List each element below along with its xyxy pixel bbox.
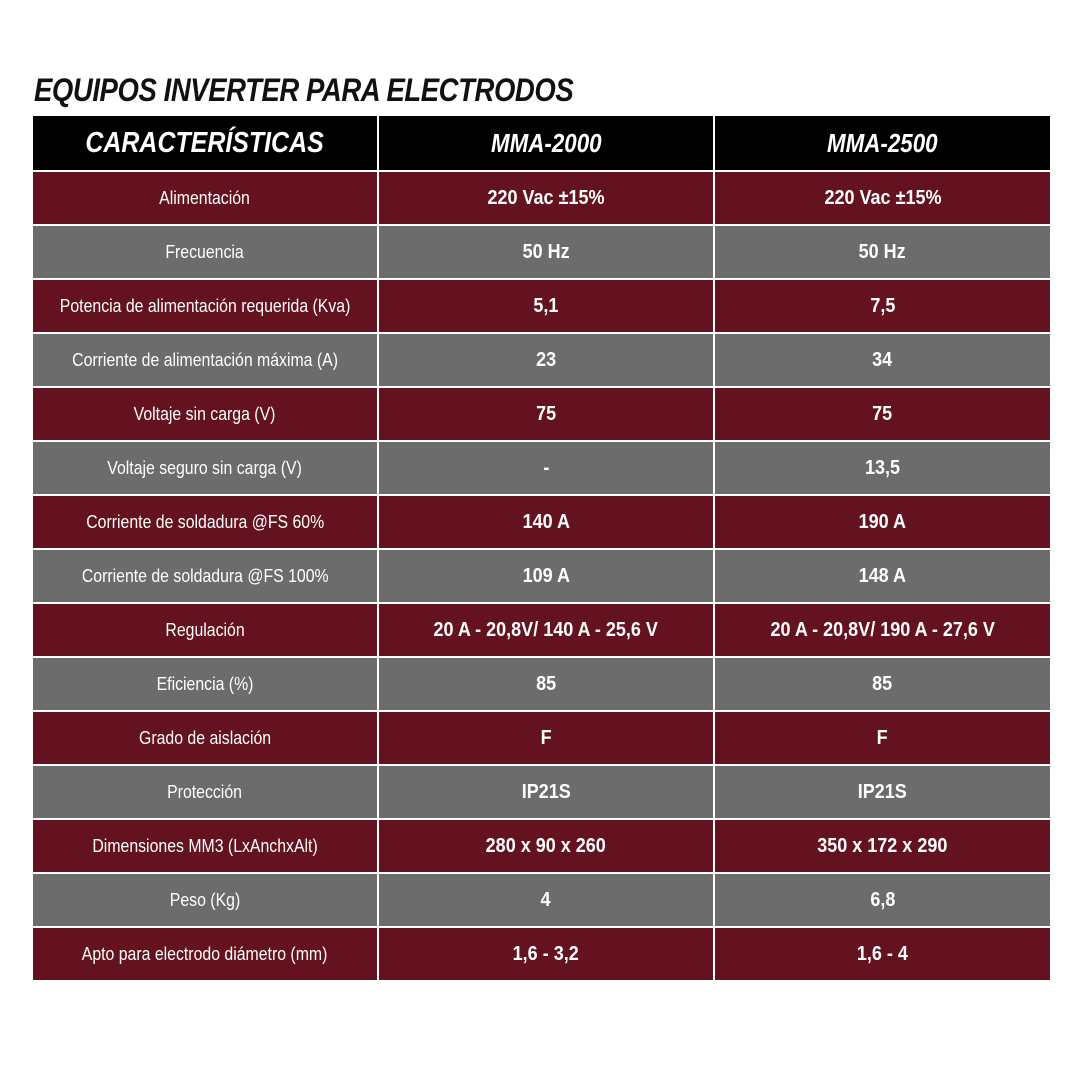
row-label: Apto para electrodo diámetro (mm) <box>32 927 378 981</box>
mma-2500-value: 34 <box>714 333 1051 387</box>
row-label: Dimensiones MM3 (LxAnchxAlt) <box>32 819 378 873</box>
table-header-row <box>32 115 1051 171</box>
table-row <box>32 549 1051 603</box>
mma-2500-value: 50 Hz <box>714 225 1051 279</box>
row-label: Corriente de soldadura @FS 60% <box>32 495 378 549</box>
mma-2500-value: 75 <box>714 387 1051 441</box>
mma-2000-value: 4 <box>378 873 714 927</box>
table-row <box>32 495 1051 549</box>
row-label: Potencia de alimentación requerida (Kva) <box>32 279 378 333</box>
mma-2000-value: 1,6 - 3,2 <box>378 927 714 981</box>
table-row <box>32 765 1051 819</box>
table-row <box>32 873 1051 927</box>
mma-2000-value: 20 A - 20,8V/ 140 A - 25,6 V <box>378 603 714 657</box>
mma-2000-value: - <box>378 441 714 495</box>
table-row <box>32 171 1051 225</box>
mma-2000-value: 109 A <box>378 549 714 603</box>
table-row <box>32 225 1051 279</box>
mma-2500-value: 20 A - 20,8V/ 190 A - 27,6 V <box>714 603 1051 657</box>
spec-table <box>31 114 1052 982</box>
header-characteristics: CARACTERÍSTICAS <box>32 115 378 171</box>
mma-2000-value: 23 <box>378 333 714 387</box>
table-row <box>32 657 1051 711</box>
row-label: Peso (Kg) <box>32 873 378 927</box>
row-label: Alimentación <box>32 171 378 225</box>
mma-2000-value: 85 <box>378 657 714 711</box>
row-label: Voltaje seguro sin carga (V) <box>32 441 378 495</box>
mma-2000-value: IP21S <box>378 765 714 819</box>
row-label: Frecuencia <box>32 225 378 279</box>
table-row <box>32 711 1051 765</box>
mma-2500-value: 1,6 - 4 <box>714 927 1051 981</box>
header-mma-2000: MMA-2000 <box>378 115 714 171</box>
mma-2500-value: 7,5 <box>714 279 1051 333</box>
table-row <box>32 279 1051 333</box>
row-label: Corriente de soldadura @FS 100% <box>32 549 378 603</box>
mma-2000-value: 75 <box>378 387 714 441</box>
table-row <box>32 387 1051 441</box>
row-label: Protección <box>32 765 378 819</box>
mma-2500-value: 220 Vac ±15% <box>714 171 1051 225</box>
row-label: Corriente de alimentación máxima (A) <box>32 333 378 387</box>
mma-2000-value: 50 Hz <box>378 225 714 279</box>
row-label: Eficiencia (%) <box>32 657 378 711</box>
row-label: Grado de aislación <box>32 711 378 765</box>
mma-2000-value: 140 A <box>378 495 714 549</box>
mma-2500-value: 6,8 <box>714 873 1051 927</box>
table-row <box>32 819 1051 873</box>
table-row <box>32 603 1051 657</box>
mma-2000-value: F <box>378 711 714 765</box>
page-title: EQUIPOS INVERTER PARA ELECTRODOS <box>34 72 574 108</box>
header-mma-2500: MMA-2500 <box>714 115 1051 171</box>
table-row <box>32 333 1051 387</box>
row-label: Voltaje sin carga (V) <box>32 387 378 441</box>
mma-2500-value: IP21S <box>714 765 1051 819</box>
mma-2500-value: 148 A <box>714 549 1051 603</box>
mma-2000-value: 220 Vac ±15% <box>378 171 714 225</box>
mma-2500-value: 190 A <box>714 495 1051 549</box>
row-label: Regulación <box>32 603 378 657</box>
mma-2500-value: 350 x 172 x 290 <box>714 819 1051 873</box>
table-row <box>32 927 1051 981</box>
table-row <box>32 441 1051 495</box>
mma-2500-value: 13,5 <box>714 441 1051 495</box>
mma-2000-value: 280 x 90 x 260 <box>378 819 714 873</box>
mma-2500-value: F <box>714 711 1051 765</box>
mma-2500-value: 85 <box>714 657 1051 711</box>
mma-2000-value: 5,1 <box>378 279 714 333</box>
